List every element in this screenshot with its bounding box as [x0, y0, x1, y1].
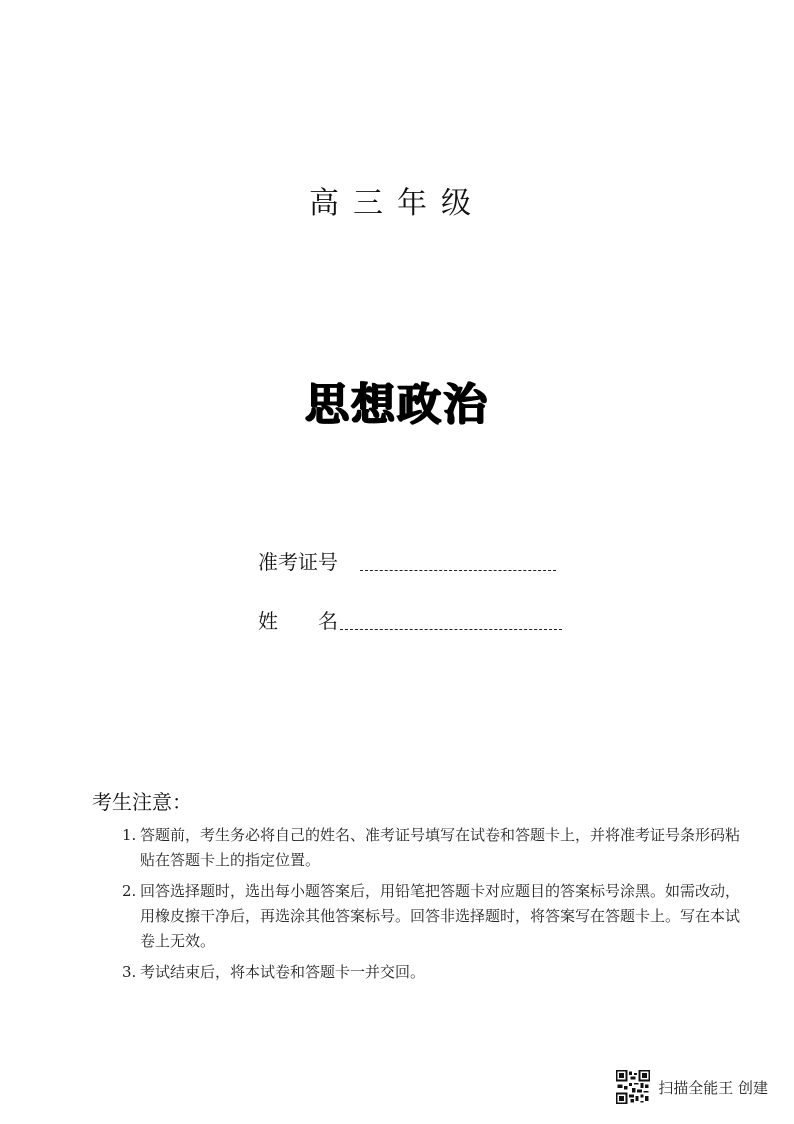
name-blank-line — [340, 628, 562, 630]
name-label: 姓 名 — [258, 609, 338, 633]
notice-item-text: 考试结束后，将本试卷和答题卡一并交回。 — [140, 963, 426, 981]
grade-heading: 高三年级 — [309, 186, 485, 221]
exam-id-label: 准考证号 — [258, 550, 338, 574]
notice-item — [92, 879, 752, 954]
notice-item — [92, 823, 752, 873]
exam-id-field — [258, 545, 556, 575]
notice-item-number: 3. — [122, 963, 137, 981]
notice-item-number: 1. — [122, 826, 137, 844]
name-field — [258, 604, 562, 634]
notice-item-text: 回答选择题时，选出每小题答案后，用铅笔把答题卡对应题目的答案标号涂黑。如需改动，用橡皮擦干净后，再选涂其他答案标号。回答非选择题时，将答案写在答题卡上。写在本试卷上无效。 — [140, 882, 741, 950]
notice-title: 考生注意： — [92, 790, 192, 814]
candidate-notice — [92, 786, 752, 991]
scanner-watermark — [616, 1070, 768, 1104]
scanner-watermark-text: 扫描全能王 创建 — [658, 1078, 768, 1097]
notice-item-number: 2. — [122, 882, 137, 900]
qr-code-icon — [616, 1070, 650, 1104]
subject-title: 思想政治 — [305, 379, 489, 430]
notice-item-text: 答题前，考生务必将自己的姓名、准考证号填写在试卷和答题卡上，并将准考证号条形码粘贴在答题卡上的指定位置。 — [140, 826, 741, 869]
exam-id-blank-line — [360, 569, 556, 571]
notice-item — [92, 960, 752, 985]
notice-list — [92, 823, 752, 985]
